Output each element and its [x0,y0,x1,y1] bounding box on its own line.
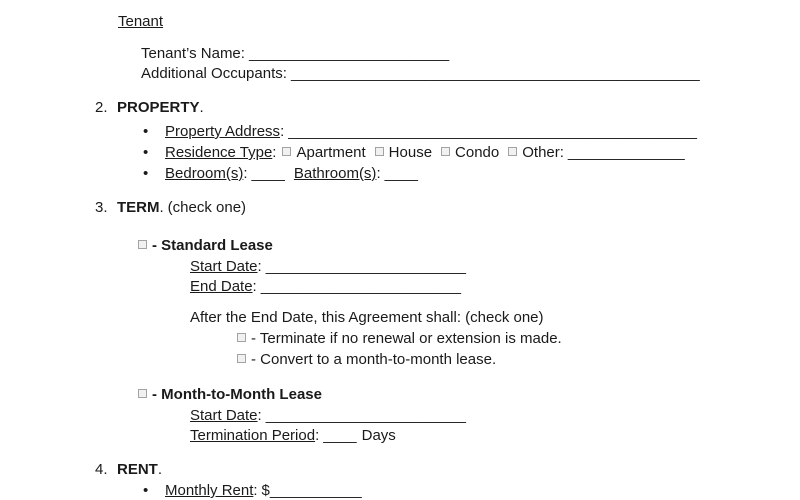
rent-title: RENT [117,461,158,478]
after-end-date-note [190,308,544,327]
month-to-month-title: - Month-to-Month Lease [152,386,322,403]
standard-lease-row [138,236,273,255]
bullet-icon: • [143,144,149,161]
termination-period-label: Termination Period [190,427,316,444]
section-number: 4. [95,461,108,478]
term-section-heading [95,198,246,217]
label-colon: : [315,427,320,444]
bedrooms-label: Bedroom(s) [165,165,244,182]
label-colon: : [272,144,277,161]
title-period: . [199,99,204,116]
monthly-rent-blank-line[interactable]: ___________ [269,482,362,499]
month-to-month-checkbox[interactable] [138,389,147,398]
label-colon: : [240,45,245,62]
additional-occupants-blank-line[interactable]: _________________________________________________ [290,65,700,82]
standard-lease-checkbox[interactable] [138,240,147,249]
other-checkbox[interactable] [508,147,517,156]
house-checkbox[interactable] [375,147,384,156]
monthly-rent-row [143,481,362,500]
end-date-label: End Date [190,278,253,295]
month-to-month-row [138,385,322,404]
label-colon: : [257,407,262,424]
check-one-note: (check one) [167,199,247,216]
bathrooms-blank-line[interactable]: ____ [384,165,418,182]
property-section-heading [95,98,204,117]
start-date-label: Start Date [190,258,258,275]
other-blank-line[interactable]: ______________ [567,144,685,161]
terminate-option-label: - Terminate if no renewal or extension is made. [251,330,562,347]
section-number: 3. [95,199,108,216]
condo-option-label: Condo [455,144,500,161]
label-colon: : [559,144,564,161]
apartment-checkbox[interactable] [282,147,291,156]
terminate-option-row [237,329,562,348]
additional-occupants-row [141,64,700,83]
m2m-start-date-blank-line[interactable]: ________________________ [265,407,466,424]
termination-period-blank-line[interactable]: ____ [323,427,357,444]
dollar-sign: $ [261,482,270,499]
tenant-section-heading [118,12,163,31]
monthly-rent-label: Monthly Rent [165,482,254,499]
termination-period-row [190,426,396,445]
end-date-blank-line[interactable]: ________________________ [260,278,461,295]
property-address-row [143,122,697,141]
property-title: PROPERTY [117,99,200,116]
m2m-start-date-row [190,406,466,425]
label-colon: : [376,165,381,182]
bullet-icon: • [143,482,149,499]
tenant-name-row [141,44,449,63]
convert-option-label: - Convert to a month-to-month lease. [251,351,497,368]
after-end-date-text: After the End Date, this Agreement shall: (check one) [190,309,544,326]
convert-checkbox[interactable] [237,354,246,363]
house-option-label: House [388,144,433,161]
rent-section-heading [95,460,162,479]
bullet-icon: • [143,165,149,182]
residence-type-row [143,143,685,162]
convert-option-row [237,350,496,369]
term-title: TERM [117,199,160,216]
tenant-name-label: Tenant’s Name [141,45,241,62]
bullet-icon: • [143,123,149,140]
bedrooms-blank-line[interactable]: ____ [251,165,285,182]
bedrooms-bathrooms-row [143,164,418,183]
section-number: 2. [95,99,108,116]
residence-type-label: Residence Type [165,144,273,161]
property-address-blank-line[interactable]: _________________________________________________ [288,123,698,140]
label-colon: : [253,482,258,499]
other-option-label: Other [522,144,560,161]
tenant-heading-text: Tenant [118,13,164,30]
apartment-option-label: Apartment [296,144,366,161]
bathrooms-label: Bathroom(s) [293,165,377,182]
label-colon: : [257,258,262,275]
title-period: . [159,199,164,216]
additional-occupants-label: Additional Occupants [141,65,283,82]
standard-lease-title: - Standard Lease [152,237,273,254]
property-address-label: Property Address [165,123,281,140]
condo-checkbox[interactable] [441,147,450,156]
title-period: . [157,461,163,478]
days-unit-label: Days [361,427,396,444]
standard-start-date-row [190,257,466,276]
standard-end-date-row [190,277,461,296]
label-colon: : [252,278,257,295]
label-colon: : [243,165,248,182]
start-date-blank-line[interactable]: ________________________ [265,258,466,275]
tenant-name-blank-line[interactable]: ________________________ [248,45,450,62]
start-date-label: Start Date [190,407,258,424]
label-colon: : [280,123,285,140]
label-colon: : [282,65,287,82]
terminate-checkbox[interactable] [237,333,246,342]
